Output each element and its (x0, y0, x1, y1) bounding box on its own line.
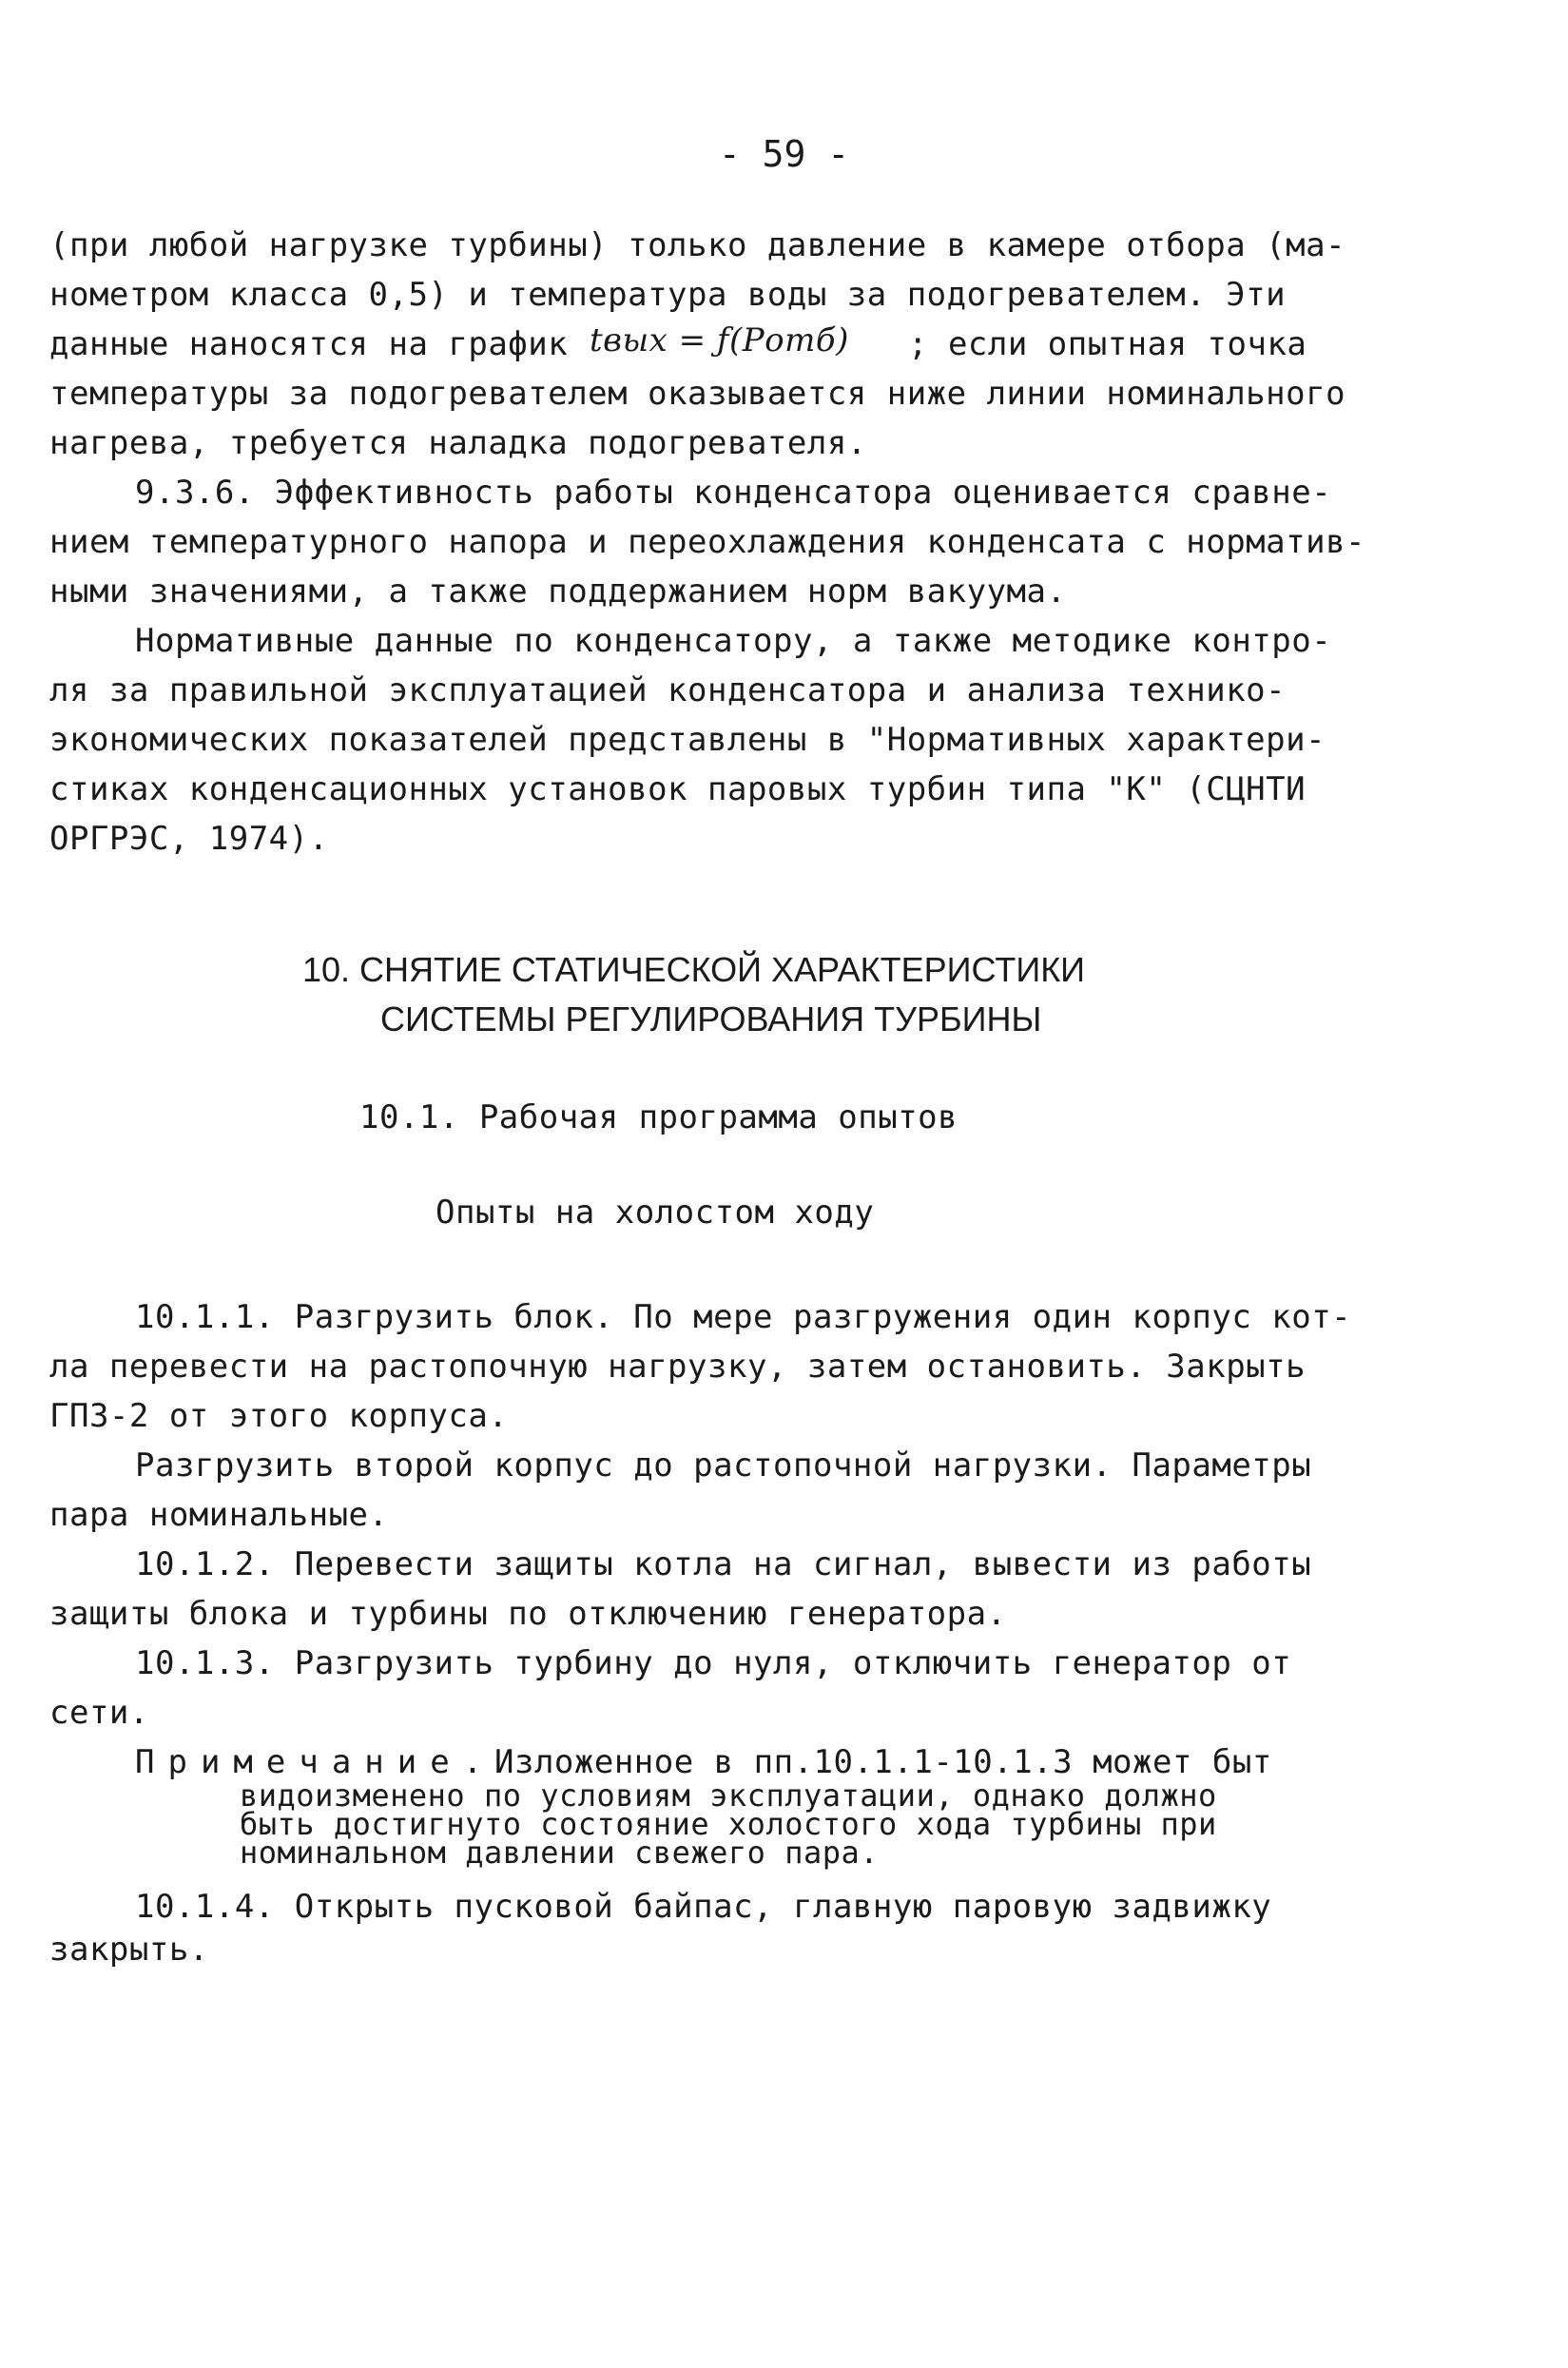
paragraph-line: (при любой нагрузке турбины) только давление в камере отбора (ма- (49, 226, 1346, 264)
paragraph-10-1-3-line: 10.1.3. Разгрузить турбину до нуля, отключить генератор от (135, 1644, 1292, 1682)
paragraph-10-1-1-line: ГПЗ-2 от этого корпуса. (49, 1397, 509, 1435)
section-title: СИСТЕМЫ РЕГУЛИРОВАНИЯ ТУРБИНЫ (380, 1000, 1042, 1038)
paragraph-norm-line: ля за правильной эксплуатацией конденсатора и анализа технико- (49, 671, 1287, 709)
paragraph-line: данные наносятся на график (49, 325, 569, 363)
paragraph-line: нометром класса 0,5) и температура воды за подогревателем. Эти (49, 276, 1287, 314)
paragraph-10-1-2-line: защиты блока и турбины по отключению генератора. (49, 1595, 1007, 1633)
formula: tвых = ƒ(Pотб) (590, 321, 849, 359)
section-title: 10. СНЯТИЕ СТАТИЧЕСКОЙ ХАРАКТЕРИСТИКИ (302, 950, 1086, 989)
paragraph-10-1-3-line: сети. (49, 1694, 149, 1732)
paragraph-10-1-4-line: закрыть. (49, 1931, 209, 1969)
note-line: видоизменено по условиям эксплуатации, однако должно (240, 1777, 1217, 1814)
page-number: - 59 - (718, 133, 850, 175)
note-line: номинальном давлении свежего пара. (240, 1834, 880, 1871)
note-label: Примечание. (135, 1743, 496, 1781)
paragraph-line: температуры за подогревателем оказывается ниже линии номинального (49, 375, 1346, 413)
paragraph-line: Разгрузить второй корпус до растопочной нагрузки. Параметры (135, 1446, 1312, 1485)
paragraph-9-3-6-line: 9.3.6. Эффективность работы конденсатора оценивается сравне- (135, 474, 1332, 512)
note-line: Изложенное в пп.10.1.1-10.1.3 может быт (494, 1743, 1272, 1781)
paragraph-9-3-6-line: ными значениями, а также поддержанием норм вакуума. (49, 573, 1067, 611)
paragraph-norm-line: Нормативные данные по конденсатору, а также методике контро- (135, 622, 1332, 660)
paragraph-10-1-2-line: 10.1.2. Перевести защиты котла на сигнал, вывести из работы (135, 1545, 1312, 1583)
paragraph-norm-line: стиках конденсационных установок паровых турбин типа "К" (СЦНТИ (49, 770, 1307, 808)
paragraph-10-1-1-line: 10.1.1. Разгрузить блок. По мере разгружения один корпус кот- (135, 1298, 1352, 1336)
paragraph-line: нагрева, требуется наладка подогревателя. (49, 424, 867, 462)
paragraph-10-1-4-line: 10.1.4. Открыть пусковой байпас, главную паровую задвижку (135, 1888, 1272, 1926)
subheading: Опыты на холостом ходу (436, 1194, 875, 1232)
paragraph-10-1-1-line: ла перевести на растопочную нагрузку, затем остановить. Закрыть (49, 1348, 1307, 1386)
paragraph-norm-line: ОРГРЭС, 1974). (49, 820, 329, 858)
subsection-title: 10.1. Рабочая программа опытов (359, 1098, 958, 1136)
paragraph-line: пара номинальные. (49, 1496, 389, 1534)
paragraph-9-3-6-line: нием температурного напора и переохлаждения конденсата с норматив- (49, 523, 1366, 561)
paragraph-norm-line: экономических показателей представлены в "Нормативных характери- (49, 721, 1326, 759)
note-line: быть достигнуто состояние холостого хода турбины при (240, 1806, 1217, 1842)
paragraph-line: ; если опытная точка (908, 325, 1307, 363)
